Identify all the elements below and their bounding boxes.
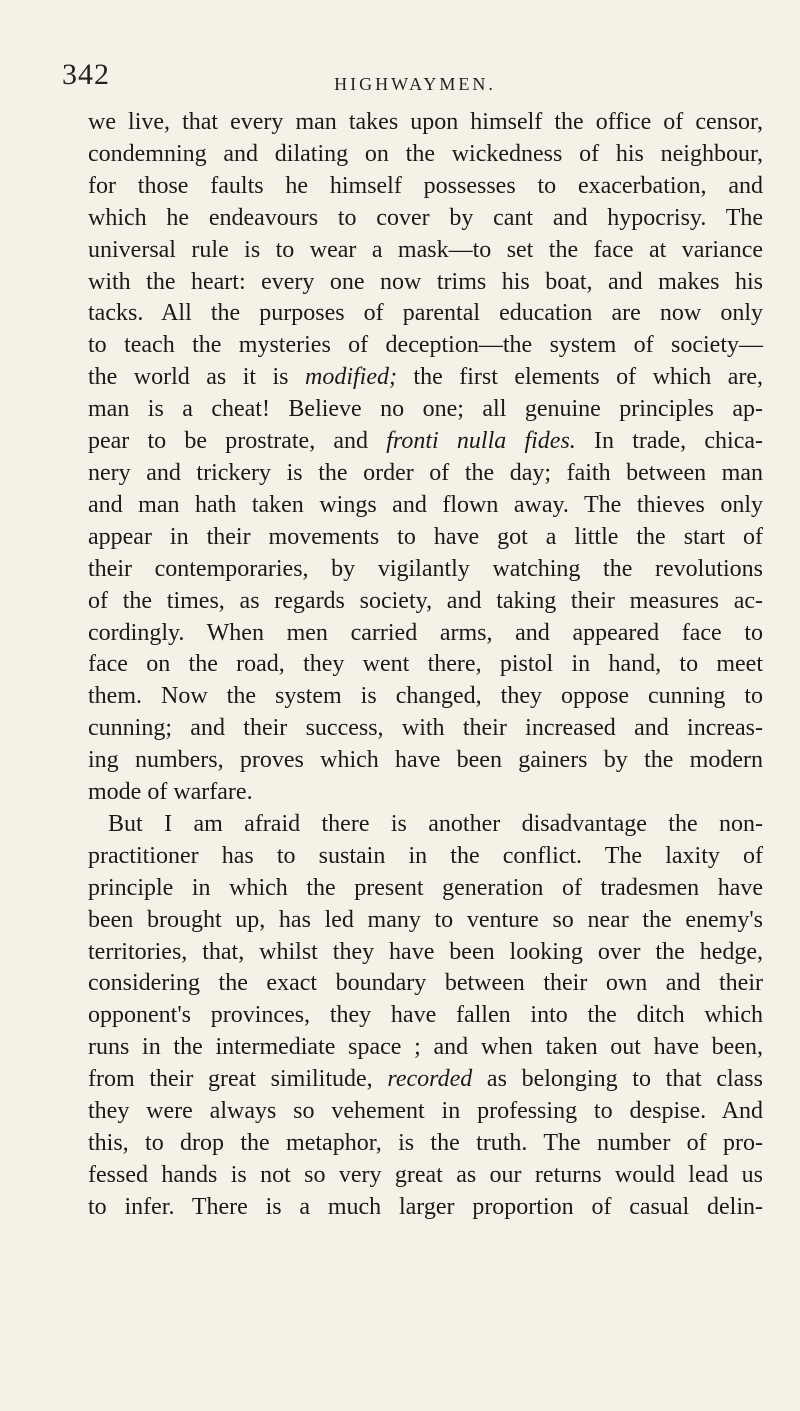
text-line: they were always so vehement in professing to despise. And [88,1098,763,1125]
text-line: opponent's provinces, they have fallen into the ditch which [88,1002,763,1029]
text-line: condemning and dilating on the wickedness of his neighbour, [88,140,763,167]
text-line: of the times, as regards society, and taking their measures ac- [88,587,763,614]
text-segment: the first elements of which are, [396,364,763,391]
italic-text: fronti nulla fides. [386,428,576,455]
text-line: territories, that, whilst they have been looking over the hedge, [88,938,763,965]
text-line [88,426,763,458]
text-segment: the world as it is [88,364,305,391]
text-line: universal rule is to wear a mask—to set the face at variance [88,236,763,263]
text-line: appear in their movements to have got a little the start of [88,523,763,550]
text-line: practitioner has to sustain in the conflict. The laxity of [88,842,763,869]
page-number: 342 [62,58,110,91]
text-line: cordingly. When men carried arms, and appeared face to [88,619,763,646]
text-line: and man hath taken wings and flown away. The thieves only [88,491,763,518]
body-text [88,107,763,1224]
text-line: ing numbers, proves which have been gainers by the modern [88,747,763,774]
text-line: this, to drop the metaphor, is the truth. The number of pro- [88,1130,763,1156]
text-line: fessed hands is not so very great as our returns would lead us [88,1161,763,1188]
text-line [88,362,763,394]
text-segment: In trade, chica- [575,428,763,455]
text-line: runs in the intermediate space ; and when taken out have been, [88,1034,763,1061]
text-line: principle in which the present generation of tradesmen have [88,874,763,901]
text-line: face on the road, they went there, pistol in hand, to meet [88,651,763,678]
text-line: their contemporaries, by vigilantly watching the revolutions [88,555,763,582]
text-line [88,1064,763,1096]
italic-text: modified; [304,364,397,391]
running-title: HIGHWAYMEN. [334,74,496,94]
text-line: nery and trickery is the order of the day; faith between man [88,459,763,486]
text-segment: from their great similitude, [88,1066,388,1093]
text-line: with the heart: every one now trims his boat, and makes his [88,268,763,295]
text-line: we live, that every man takes upon himself the office of censor, [88,109,763,135]
text-line: tacks. All the purposes of parental education are now only [88,300,763,327]
text-line: cunning; and their success, with their increased and increas- [88,715,763,742]
italic-text: recorded [387,1066,473,1093]
text-line: to infer. There is a much larger proportion of casual delin- [88,1193,763,1220]
text-line: man is a cheat! Believe no one; all genuine principles ap- [88,396,763,423]
text-line: considering the exact boundary between their own and their [88,970,763,997]
text-segment: pear to be prostrate, and [88,428,387,455]
text-segment: as belonging to that class [472,1066,763,1093]
text-line: to teach the mysteries of deception—the system of society— [88,332,763,359]
text-line: But I am afraid there is another disadvantage the non- [108,810,763,837]
text-line: for those faults he himself possesses to exacerbation, and [88,172,763,199]
text-line: which he endeavours to cover by cant and hypocrisy. The [88,204,763,231]
text-line: been brought up, has led many to venture so near the enemy's [88,906,763,933]
text-line: them. Now the system is changed, they oppose cunning to [88,683,763,710]
text-line: mode of warfare. [88,779,253,806]
